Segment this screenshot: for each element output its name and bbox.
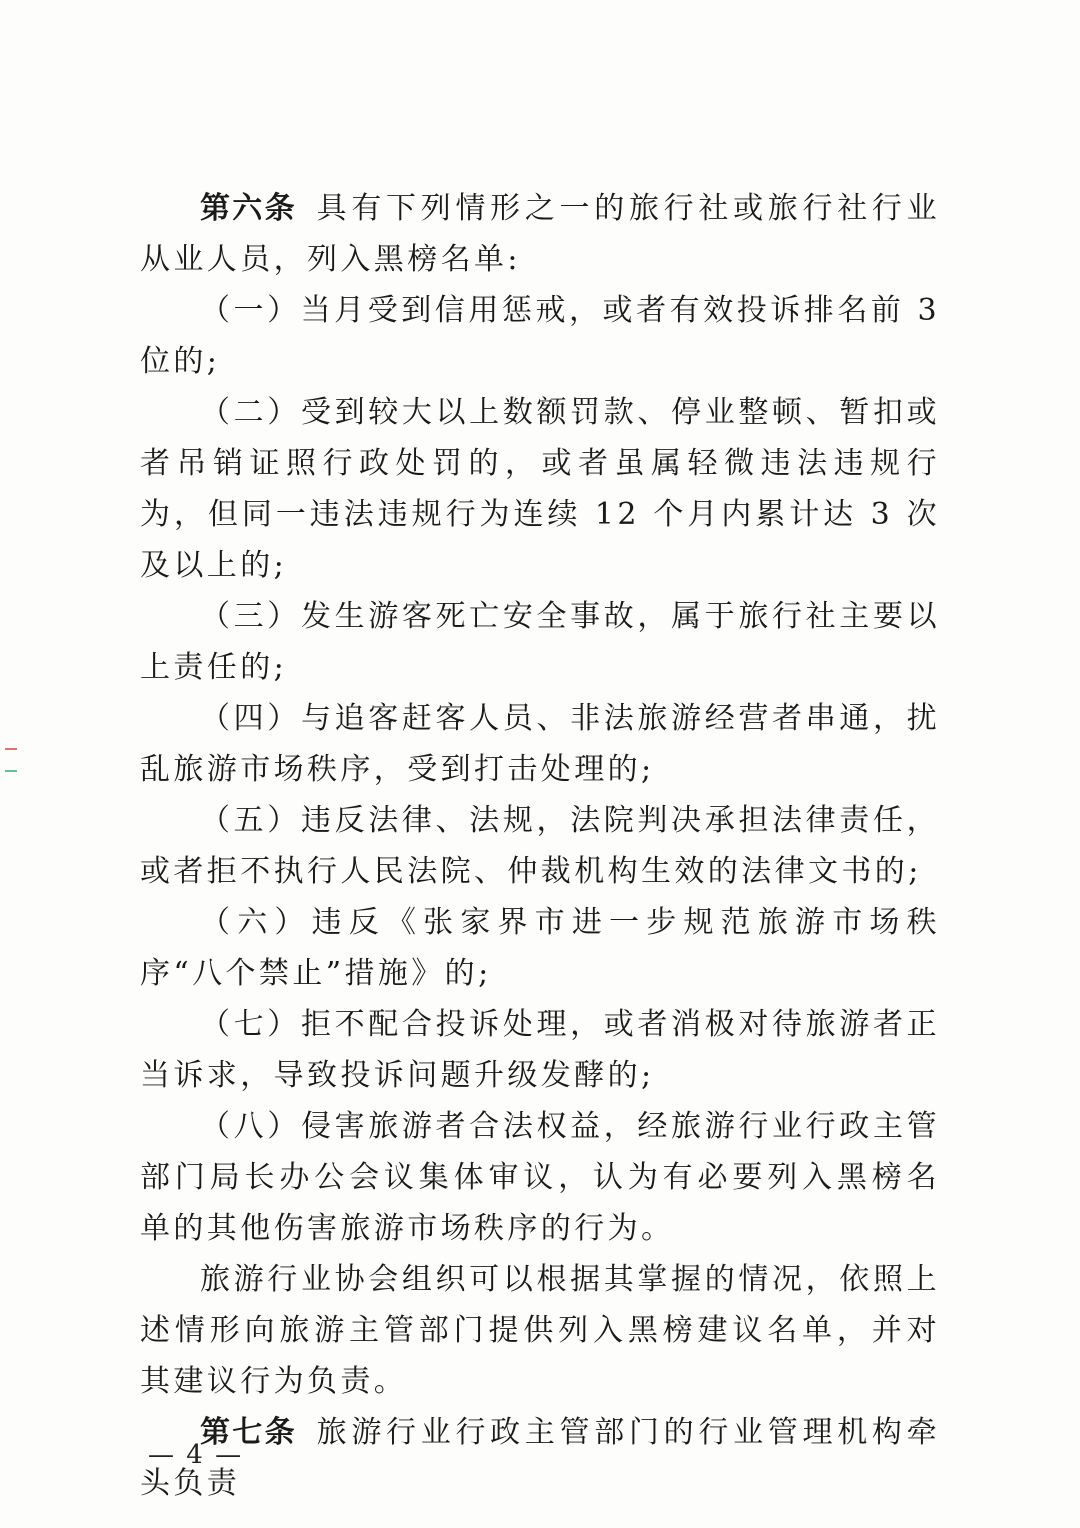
document-body	[140, 183, 940, 1509]
margin-mark-green	[5, 770, 17, 772]
page-number: — 4 —	[148, 1440, 244, 1470]
article-6-item-8: （八）侵害旅游者合法权益，经旅游行业行政主管部门局长办公会议集体审议，认为有必要列入黑榜名单的其他伤害旅游市场秩序的行为。	[140, 1109, 940, 1246]
margin-mark-red	[5, 748, 17, 750]
article-6-intro-text: 具有下列情形之一的旅行社或旅行社行业从业人员，列入黑榜名单:	[140, 191, 941, 277]
article-6-item-5: （五）违反法律、法规，法院判决承担法律责任，或者拒不执行人民法院、仲裁机构生效的法律文书的;	[140, 803, 940, 889]
article-6-item-3: （三）发生游客死亡安全事故，属于旅行社主要以上责任的;	[140, 599, 940, 685]
article-6-closing: 旅游行业协会组织可以根据其掌握的情况，依照上述情形向旅游主管部门提供列入黑榜建议名单，并对其建议行为负责。	[140, 1262, 940, 1399]
article-6-item-2: （二）受到较大以上数额罚款、停业整顿、暂扣或者吊销证照行政处罚的，或者虽属轻微违法违规行为，但同一违法违规行为连续 12 个月内累计达 3 次及以上的;	[140, 395, 940, 583]
article-7-start	[140, 1407, 940, 1509]
article-6-item-4: （四）与追客赶客人员、非法旅游经营者串通，扰乱旅游市场秩序，受到打击处理的;	[140, 701, 940, 787]
article-6-item-6: （六）违反《张家界市进一步规范旅游市场秩序“八个禁止”措施》的;	[140, 905, 940, 991]
article-6-label: 第六条	[200, 191, 297, 226]
article-7-label: 第七条	[200, 1415, 297, 1450]
article-6-intro	[140, 183, 940, 285]
article-6-item-1: （一）当月受到信用惩戒，或者有效投诉排名前 3 位的;	[140, 293, 940, 379]
article-7-text: 旅游行业行政主管部门的行业管理机构牵头负责	[140, 1415, 941, 1501]
article-6-item-7: （七）拒不配合投诉处理，或者消极对待旅游者正当诉求，导致投诉问题升级发酵的;	[140, 1007, 940, 1093]
